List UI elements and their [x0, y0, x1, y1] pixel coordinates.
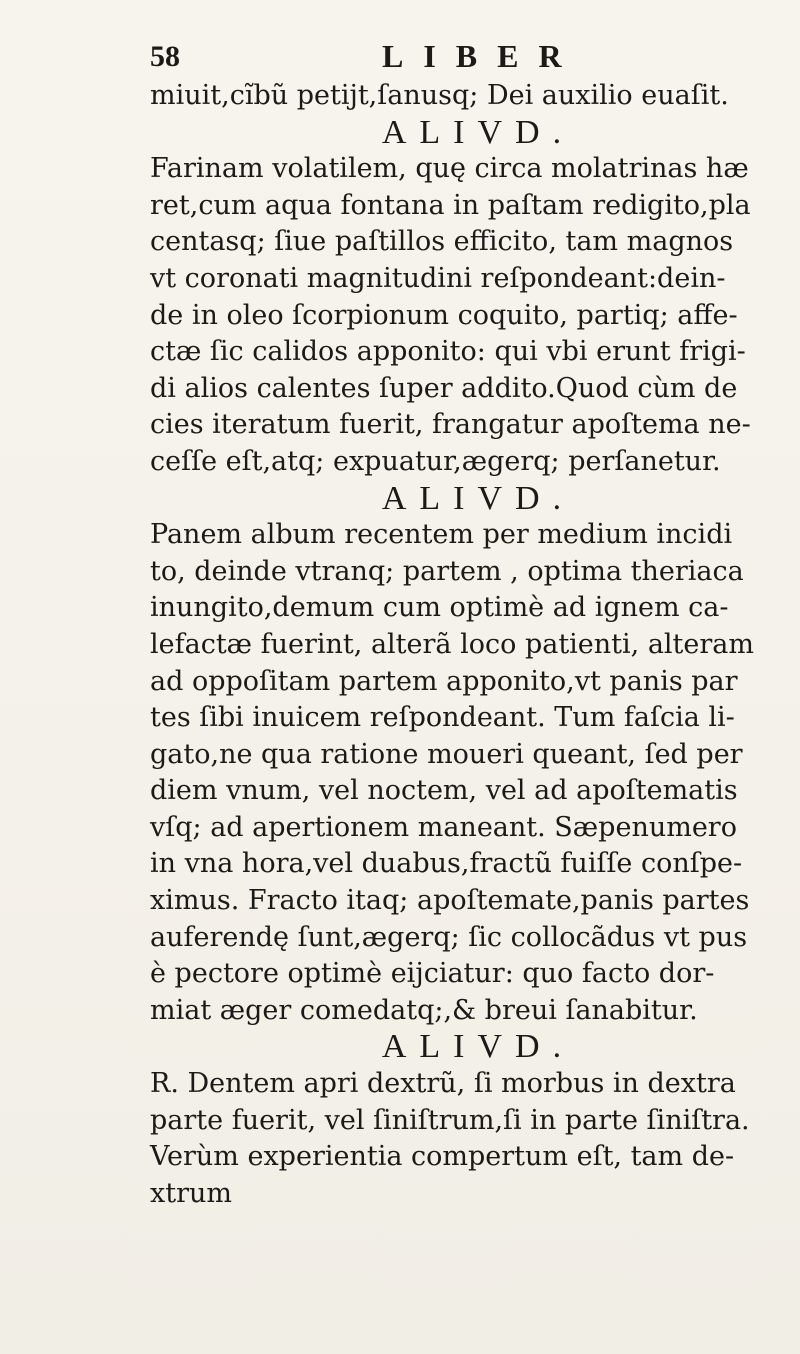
text-line: diem vnum, vel noctem, vel ad apoſtematis — [150, 775, 738, 807]
text-line: auferendę ſunt,ægerq; ſic collocãdus vt pus — [150, 921, 748, 953]
body-text — [150, 78, 796, 1212]
running-title: LIBER — [382, 38, 582, 74]
section-heading: ALIVD. — [381, 113, 575, 151]
page-number: 58 — [150, 40, 180, 73]
text-line: Verùm experientia compertum eſt, tam de- — [150, 1141, 735, 1173]
text-line: R. Dentem apri dextrũ, ſi morbus in dextra — [150, 1068, 736, 1100]
text-line: ad oppoſitam partem apponito,vt panis par — [150, 665, 738, 697]
text-line: vſq; ad apertionem maneant. Sæpenumero — [150, 811, 737, 843]
text-line: Farinam volatilem, quę circa molatrinas hæ — [150, 153, 749, 185]
text-line: ceſſe eſt,atq; expuatur,ægerq; perſanetur. — [150, 445, 721, 477]
text-line: centasq; ſiue paſtillos efficito, tam magnos — [150, 226, 734, 258]
page-header — [150, 34, 790, 84]
text-line: ximus. Fracto itaq; apoſtemate,panis partes — [150, 885, 750, 917]
text-line: è pectore optimè eijciatur: quo facto dor- — [150, 958, 715, 990]
text-line: gato,ne qua ratione moueri queant, ſed per — [150, 738, 743, 770]
text-line: parte fuerit, vel ſiniſtrum,ſi in parte ſiniſtra. — [150, 1104, 750, 1136]
text-line: to, deinde vtranq; partem , optima theriaca — [150, 555, 744, 587]
text-line: ret,cum aqua fontana in paſtam redigito,pla — [150, 189, 751, 221]
text-line: de in oleo ſcorpionum coquito, partiq; affe- — [150, 299, 738, 331]
text-line: lefactæ fuerint, alterã loco patienti, alteram — [150, 628, 754, 660]
text-line: tes ſibi inuicem reſpondeant. Tum faſcia li- — [150, 702, 735, 734]
text-line: Panem album recentem per medium incidi — [150, 519, 733, 551]
text-line: miuit,cĩbũ petijt,ſanusq; Dei auxilio euaſit. — [150, 80, 729, 111]
text-line: xtrum — [150, 1177, 232, 1209]
text-line: miat æger comedatq;,& breui ſanabitur. — [150, 994, 698, 1026]
section-heading: ALIVD. — [381, 1028, 575, 1066]
text-line: di alios calentes ſuper addito.Quod cùm de — [150, 372, 738, 404]
text-line: ctæ ſic calidos apponito: qui vbi erunt frigi- — [150, 336, 746, 368]
text-line: in vna hora,vel duabus,fractũ fuiſſe conſpe- — [150, 848, 743, 880]
section-heading: ALIVD. — [381, 479, 575, 517]
text-line: cies iteratum fuerit, frangatur apoſtema ne- — [150, 409, 751, 441]
text-line: vt coronati magnitudini reſpondeant:dein- — [150, 262, 726, 294]
text-line: inungito,demum cum optimè ad ignem ca- — [150, 592, 729, 624]
